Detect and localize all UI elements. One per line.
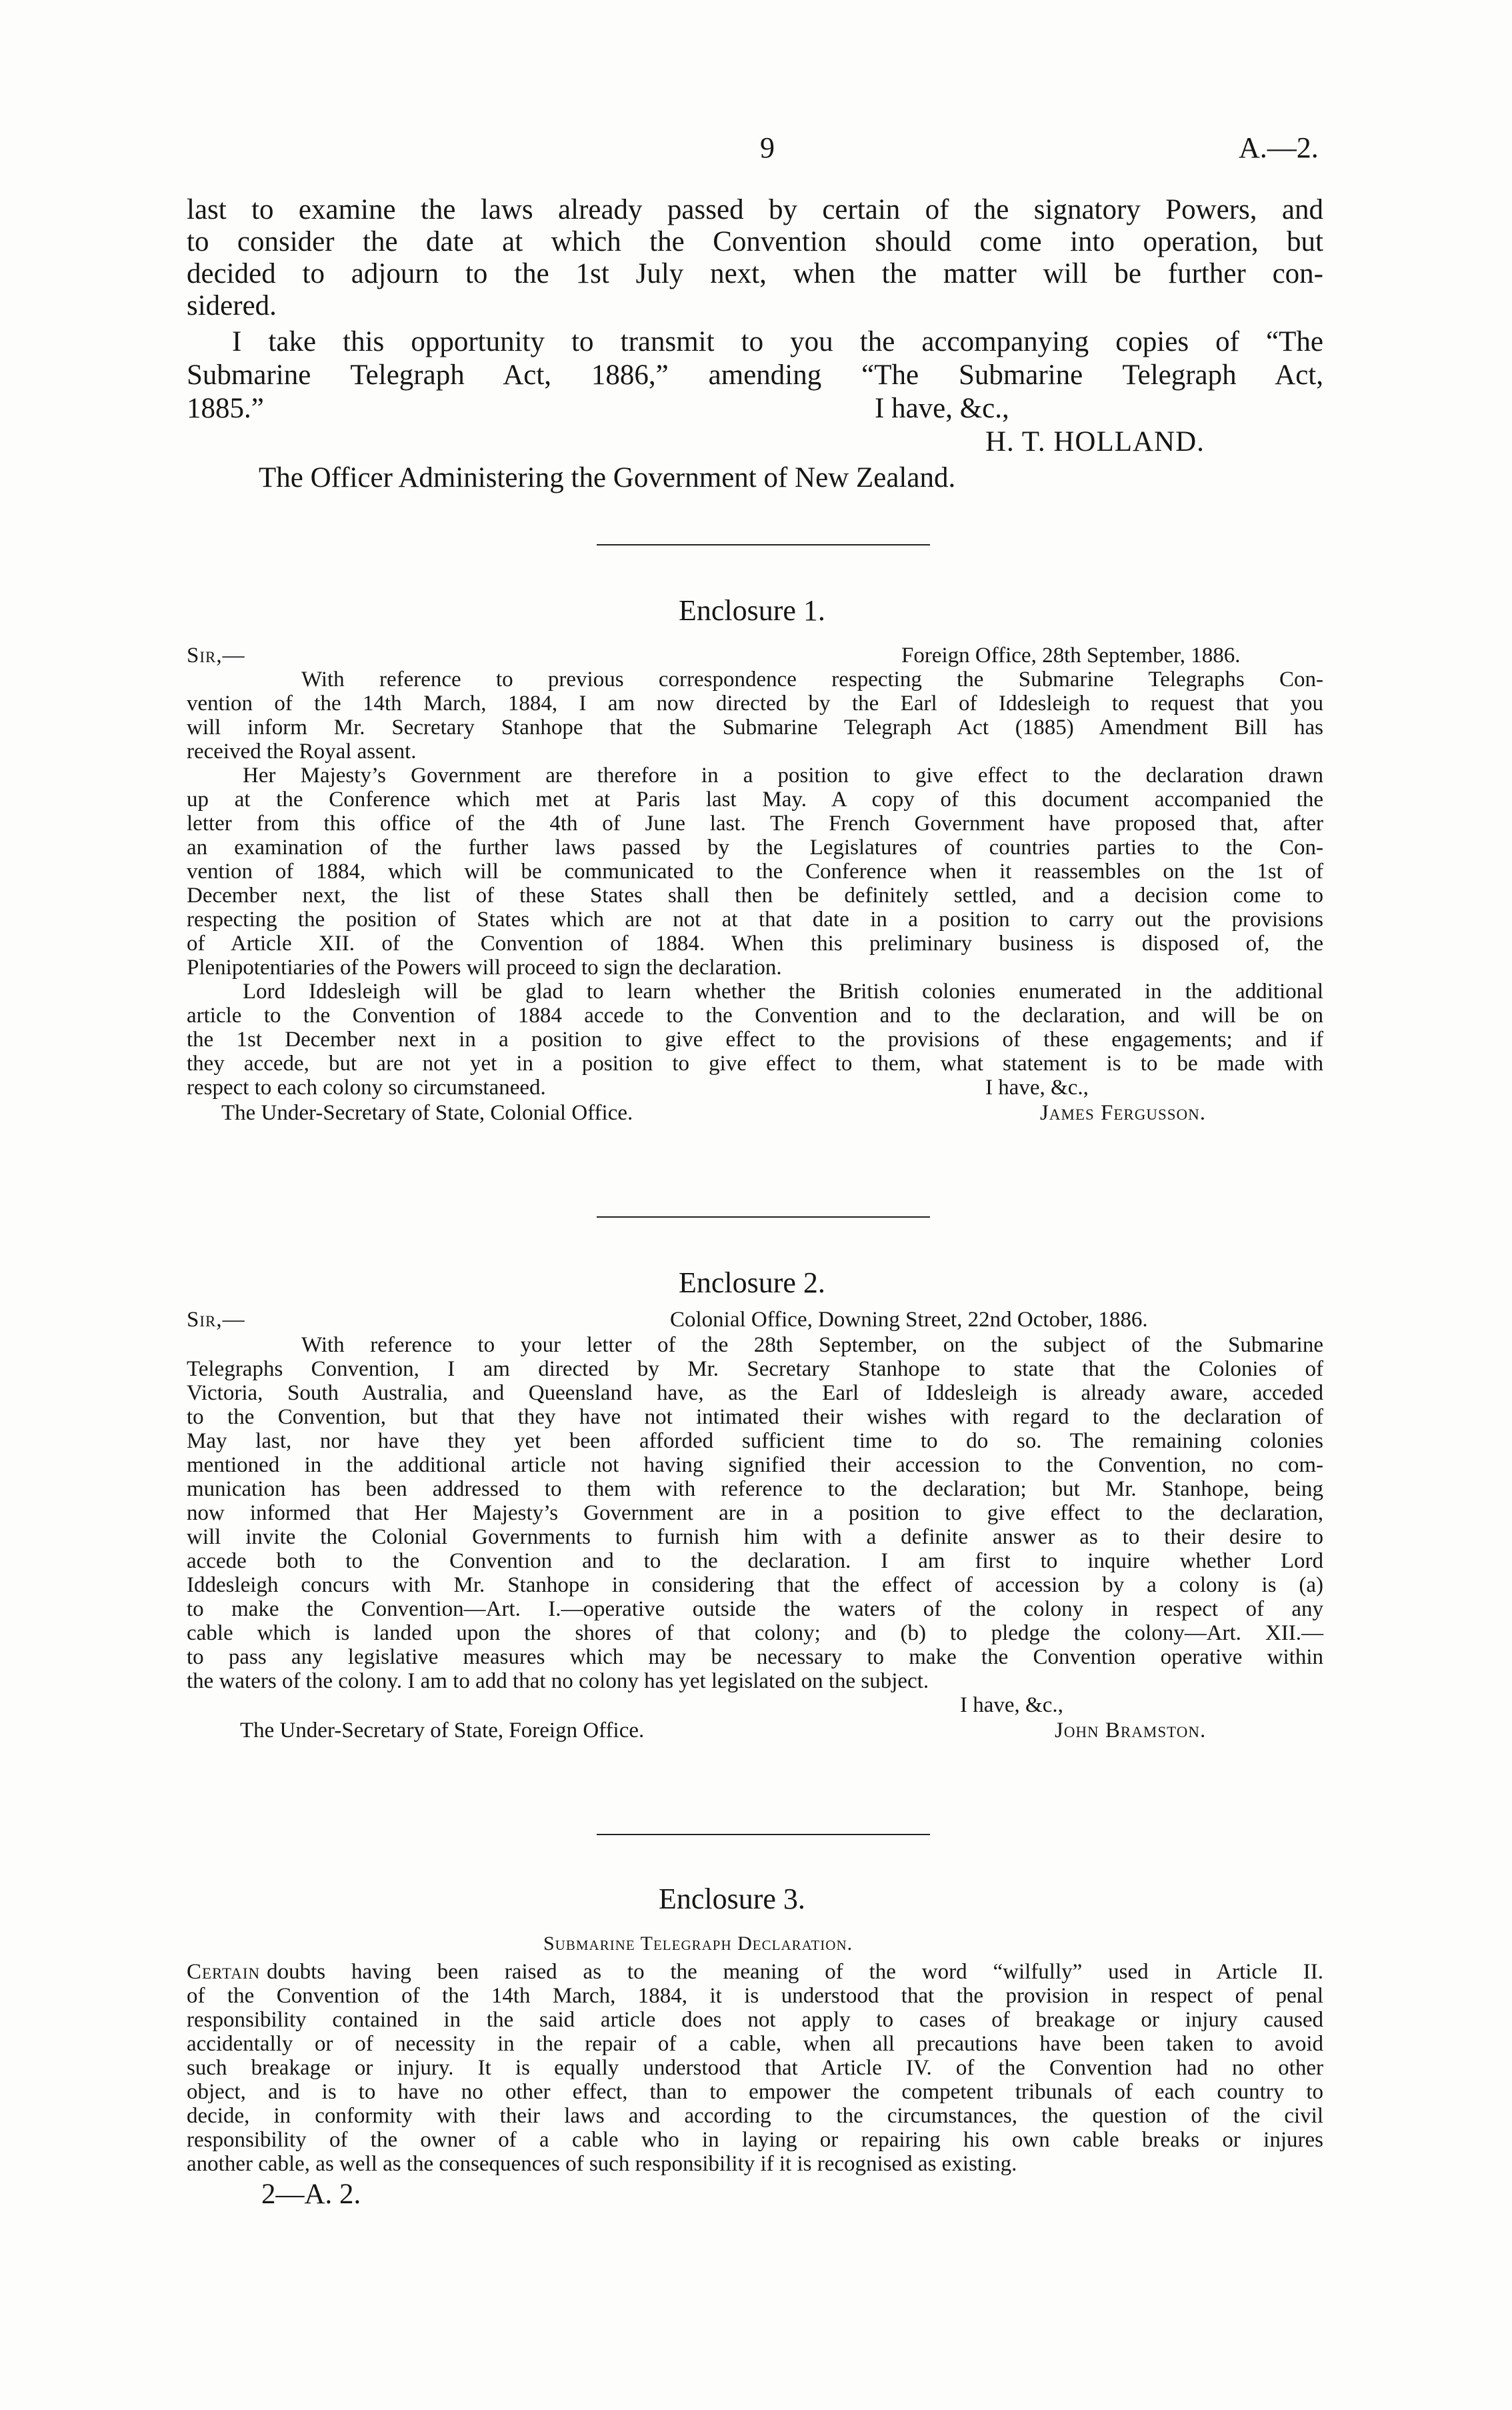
signature: John Bramston. [1055, 1718, 1207, 1742]
salutation: Sir,— [187, 1308, 245, 1332]
text-line: to pass any legislative measures which may be necessary to make the Convention operative within [187, 1645, 1323, 1669]
closing-phrase: I have, &c., [985, 1076, 1089, 1100]
text-line: respecting the position of States which are not at that date in a position to carry out the provisions [187, 908, 1323, 932]
text-line: May last, nor have they yet been afforded sufficient time to do so. The remaining colonies [187, 1429, 1323, 1453]
text-line: decided to adjourn to the 1st July next, when the matter will be further con- [187, 258, 1323, 289]
text-line: sidered. [187, 290, 277, 321]
text-line: of Article XII. of the Convention of 1884. When this preliminary business is disposed of, the [187, 932, 1323, 956]
text-line: letter from this office of the 4th of June last. The French Government have proposed that, after [187, 812, 1323, 836]
text-line: Plenipotentiaries of the Powers will proceed to sign the declaration. [187, 956, 782, 980]
text-line: cable which is landed upon the shores of that colony; and (b) to pledge the colony—Art. XII.— [187, 1621, 1323, 1645]
signature: H. T. HOLLAND. [985, 426, 1205, 457]
text-line: an examination of the further laws passed by the Legislatures of countries parties to the Con- [187, 836, 1323, 860]
text-line: accede both to the Convention and to the declaration. I am first to inquire whether Lord [187, 1549, 1323, 1573]
enclosure-title: Enclosure 3. [659, 1883, 805, 1915]
salutation: Sir,— [187, 644, 245, 668]
declaration-heading: Submarine Telegraph Declaration. [543, 1933, 853, 1955]
closing-phrase: I have, &c., [960, 1693, 1063, 1717]
text-line: Her Majesty’s Government are therefore in a position to give effect to the declaration drawn [243, 764, 1323, 788]
place-date: Colonial Office, Downing Street, 22nd October, 1886. [670, 1308, 1148, 1332]
text-line: up at the Conference which met at Paris last May. A copy of this document accompanied the [187, 788, 1323, 812]
text-line: now informed that Her Majesty’s Government are in a position to give effect to the declaration, [187, 1501, 1323, 1525]
text-line: such breakage or injury. It is equally understood that Article IV. of the Convention had no other [187, 2056, 1323, 2080]
text-line: vention of 1884, which will be communicated to the Conference when it reassembles on the 1st of [187, 860, 1323, 884]
text-line: vention of the 14th March, 1884, I am now directed by the Earl of Iddesleigh to request that you [187, 692, 1323, 716]
text-line: received the Royal assent. [187, 740, 417, 764]
text-line: December next, the list of these States shall then be definitely settled, and a decision come to [187, 884, 1323, 908]
addressee: The Under-Secretary of State, Colonial Office. [221, 1101, 633, 1125]
text-line: to consider the date at which the Convention should come into operation, but [187, 226, 1323, 257]
text-line: Lord Iddesleigh will be glad to learn whether the British colonies enumerated in the additional [243, 980, 1323, 1004]
enclosure-title: Enclosure 1. [679, 594, 825, 627]
enclosure-title: Enclosure 2. [679, 1266, 825, 1299]
addressee: The Under-Secretary of State, Foreign Office. [240, 1718, 645, 1742]
text-line: the 1st December next in a position to give effect to the provisions of these engagements; and if [187, 1028, 1323, 1052]
text-line: Iddesleigh concurs with Mr. Stanhope in considering that the effect of accession by a colony is (a) [187, 1573, 1323, 1597]
text-line: another cable, as well as the consequences of such responsibility if it is recognised as existing. [187, 2152, 1017, 2176]
text-line: of the Convention of the 14th March, 1884, it is understood that the provision in respect of penal [187, 1984, 1323, 2008]
divider [597, 1216, 930, 1218]
divider [597, 1834, 930, 1835]
signature-mark: 2—A. 2. [261, 2179, 361, 2210]
signature: James Fergusson. [1040, 1101, 1207, 1125]
text-line: Submarine Telegraph Act, 1886,” amending “The Submarine Telegraph Act, [187, 359, 1323, 391]
place-date: Foreign Office, 28th September, 1886. [901, 644, 1241, 668]
text-line: will inform Mr. Secretary Stanhope that the Submarine Telegraph Act (1885) Amendment Bill has [187, 716, 1323, 740]
first-word: Certain [187, 1960, 261, 1984]
text-line [187, 1961, 1323, 1984]
text-line: article to the Convention of 1884 accede to the Convention and to the declaration, and will be on [187, 1004, 1323, 1028]
document-reference: A.—2. [1239, 131, 1319, 164]
divider [597, 544, 930, 545]
text-line: Telegraphs Convention, I am directed by Mr. Secretary Stanhope to state that the Colonies of [187, 1357, 1323, 1381]
text-line: responsibility contained in the said article does not apply to cases of breakage or injury caused [187, 2008, 1323, 2032]
text-line: Victoria, South Australia, and Queensland have, as the Earl of Iddesleigh is already aware, acceded [187, 1381, 1323, 1405]
text-line: 1885.” [187, 393, 264, 424]
text-line: With reference to your letter of the 28th September, on the subject of the Submarine [301, 1333, 1323, 1357]
text-line: they accede, but are not yet in a position to give effect to them, what statement is to be made with [187, 1052, 1323, 1076]
text-line: respect to each colony so circumstaneed. [187, 1076, 546, 1100]
text-line: I take this opportunity to transmit to you the accompanying copies of “The [232, 326, 1323, 357]
text-line: to the Convention, but that they have not intimated their wishes with regard to the declaration of [187, 1405, 1323, 1429]
text-line: will invite the Colonial Governments to furnish him with a definite answer as to their desire to [187, 1525, 1323, 1549]
text-line: to make the Convention—Art. I.—operative outside the waters of the colony in respect of any [187, 1597, 1323, 1621]
text-line: last to examine the laws already passed by certain of the signatory Powers, and [187, 194, 1323, 225]
addressee: The Officer Administering the Government of New Zealand. [259, 462, 956, 493]
text-line: mentioned in the additional article not having signified their accession to the Convention, no com- [187, 1453, 1323, 1477]
text-line: the waters of the colony. I am to add that no colony has yet legislated on the subject. [187, 1669, 929, 1693]
text-line: object, and is to have no other effect, than to empower the competent tribunals of each country to [187, 2080, 1323, 2104]
text-line: decide, in conformity with their laws and according to the circumstances, the question of the civil [187, 2104, 1323, 2128]
text-line: accidentally or of necessity in the repair of a cable, when all precautions have been taken to avoid [187, 2032, 1323, 2056]
first-line-rest: doubts having been raised as to the meaning of the word “wilfully” used in Article II. [267, 1960, 1323, 1984]
page-number: 9 [760, 131, 775, 164]
text-line: responsibility of the owner of a cable who in laying or repairing his own cable breaks or injures [187, 2128, 1323, 2152]
closing-phrase: I have, &c., [875, 393, 1009, 424]
text-line: munication has been addressed to them with reference to the declaration; but Mr. Stanhope, being [187, 1477, 1323, 1501]
text-line: With reference to previous correspondence respecting the Submarine Telegraphs Con- [301, 668, 1323, 692]
